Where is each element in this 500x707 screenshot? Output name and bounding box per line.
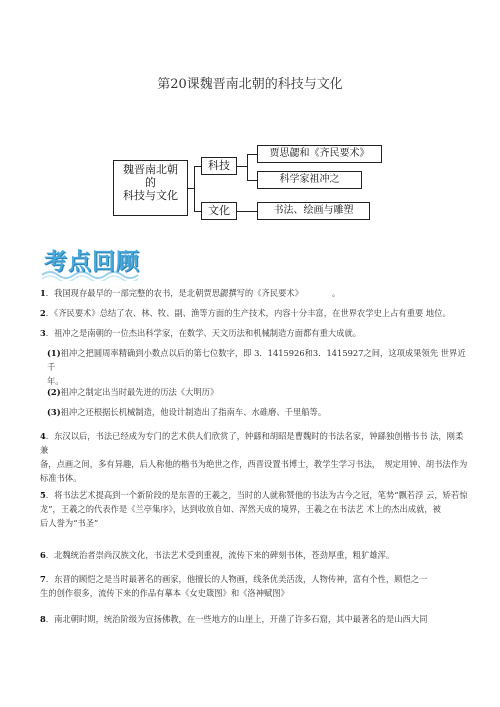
paragraph-text: ．南北朝时期，统治阶级为宣扬佛教，在一些地方的山崖上，开凿了许多石窟，其中最著名的是山西大同 — [45, 614, 428, 624]
paragraph-text: ．将书法艺术提高到一个新阶段的是东晋的王羲之，当时的人就称赞他的书法为古今之冠，笔势“飘若浮 云，矫若惊 — [45, 490, 468, 500]
science-box: 科技 — [201, 157, 237, 175]
paragraph-text: 后人誉为“书圣” — [40, 518, 99, 528]
paragraph-3-2 — [47, 385, 470, 399]
item-number: (3) — [47, 407, 61, 417]
diagram-main-line-1: 魏晋南北朝 — [123, 163, 178, 176]
paragraph-3-3 — [47, 405, 470, 419]
paragraph-8 — [40, 612, 470, 626]
page-title: 第20课魏晋南北朝的科技与文化 — [157, 77, 343, 92]
item-number: (2) — [47, 387, 61, 397]
paragraph-3-1 — [47, 346, 470, 388]
item-number: (1) — [47, 348, 61, 358]
culture-item-box: 书法、绘画与雕塑 — [257, 202, 370, 220]
paragraph-text: 祖冲之制定出当时最先进的历法《大明历》 — [60, 387, 219, 397]
connector — [237, 211, 257, 212]
paragraph-text: 龙”，王羲之的代表作是《兰亭集序》，达到收放自如、浑然天成的境界，王羲之在书法艺 术上的杰出成就，被 — [40, 504, 441, 514]
science-item-box: 科学家祖冲之 — [257, 171, 362, 189]
paragraph-text: 标准书体。 — [40, 473, 82, 483]
item-number: 8 — [40, 614, 46, 624]
paragraph-5 — [40, 488, 470, 530]
paragraph-text: 备，点画之间，多有异趣，后人称他的楷书为绝世之作，西晋设置书博士，教学生学习书法， 规定用钟、胡书法作为 — [40, 459, 468, 469]
item-number: 3 — [40, 328, 46, 338]
science-item-box: 贾思勰和《齐民要术》 — [257, 145, 382, 163]
item-number: 5 — [40, 490, 46, 500]
paragraph-text: 生的创作很多，流传下来的作品有摹本《女史箴图》和《洛神赋图》 — [40, 588, 289, 598]
connector — [194, 166, 201, 167]
item-number: 7 — [40, 574, 46, 584]
paragraph-4 — [40, 429, 470, 485]
paragraph-text: 祖冲之还根据长机械制造，他设计制造出了指南车、水碓磨、千里船等。 — [60, 407, 327, 417]
diagram-main-line-2: 的 — [145, 176, 156, 189]
item-number: 6 — [40, 550, 46, 560]
connector — [237, 166, 247, 167]
item-number: 2 — [40, 308, 46, 318]
paragraph-text: 年。 — [47, 376, 64, 386]
connector — [247, 154, 248, 180]
paragraph-text: ．北魏统治者崇尚汉族文化，书法艺术受到重视，流传下来的碑刻书体，苍劲厚重，粗犷雄浑。 — [45, 550, 395, 560]
connector — [194, 211, 201, 212]
paragraph-2 — [40, 306, 470, 320]
diagram-main-line-3: 科技与文化 — [123, 189, 178, 202]
paragraph-text: 祖冲之把圆周率精确到小数点以后的第七位数字，即 3．1415926和3．1415927之间，这项成果领先 世界近千 — [47, 348, 466, 372]
paragraph-text: ．东晋的顾恺之是当时最著名的画家，他擅长的人物画，线条优美活泼，人物传神，富有个性，顾恺之一 — [45, 574, 428, 584]
paragraph-text: ．祖冲之是南朝的一位杰出科学家，在数学、天文历法和机械制造方面都有重大成就。 — [45, 328, 362, 338]
paragraph-1 — [40, 286, 470, 300]
paragraph-text: ．东汉以后，书法已经成为专门的艺术供人们欣赏了，钟繇和胡昭是曹魏时的书法名家，钟繇独创楷书书 法，刚柔兼 — [40, 431, 464, 455]
connector — [247, 154, 257, 155]
connector — [194, 166, 195, 211]
paragraph-text: ．《齐民要术》总结了农、林、牧、副、渔等方面的生产技术，内容十分丰富，在世界农学史上占有重要 地位。 — [45, 308, 451, 318]
connector — [247, 180, 257, 181]
paragraph-7 — [40, 572, 470, 600]
culture-box: 文化 — [201, 202, 237, 220]
diagram-main-box — [113, 160, 188, 216]
section-banner-title: 考点回顾 — [44, 249, 140, 275]
item-number: 1 — [40, 288, 46, 298]
paragraph-3 — [40, 326, 470, 340]
paragraph-6 — [40, 548, 470, 562]
paragraph-text: ．我国现存最早的一部完整的农书，是北朝贾思勰撰写的《齐民要术》 。 — [45, 288, 341, 298]
item-number: 4 — [40, 431, 46, 441]
